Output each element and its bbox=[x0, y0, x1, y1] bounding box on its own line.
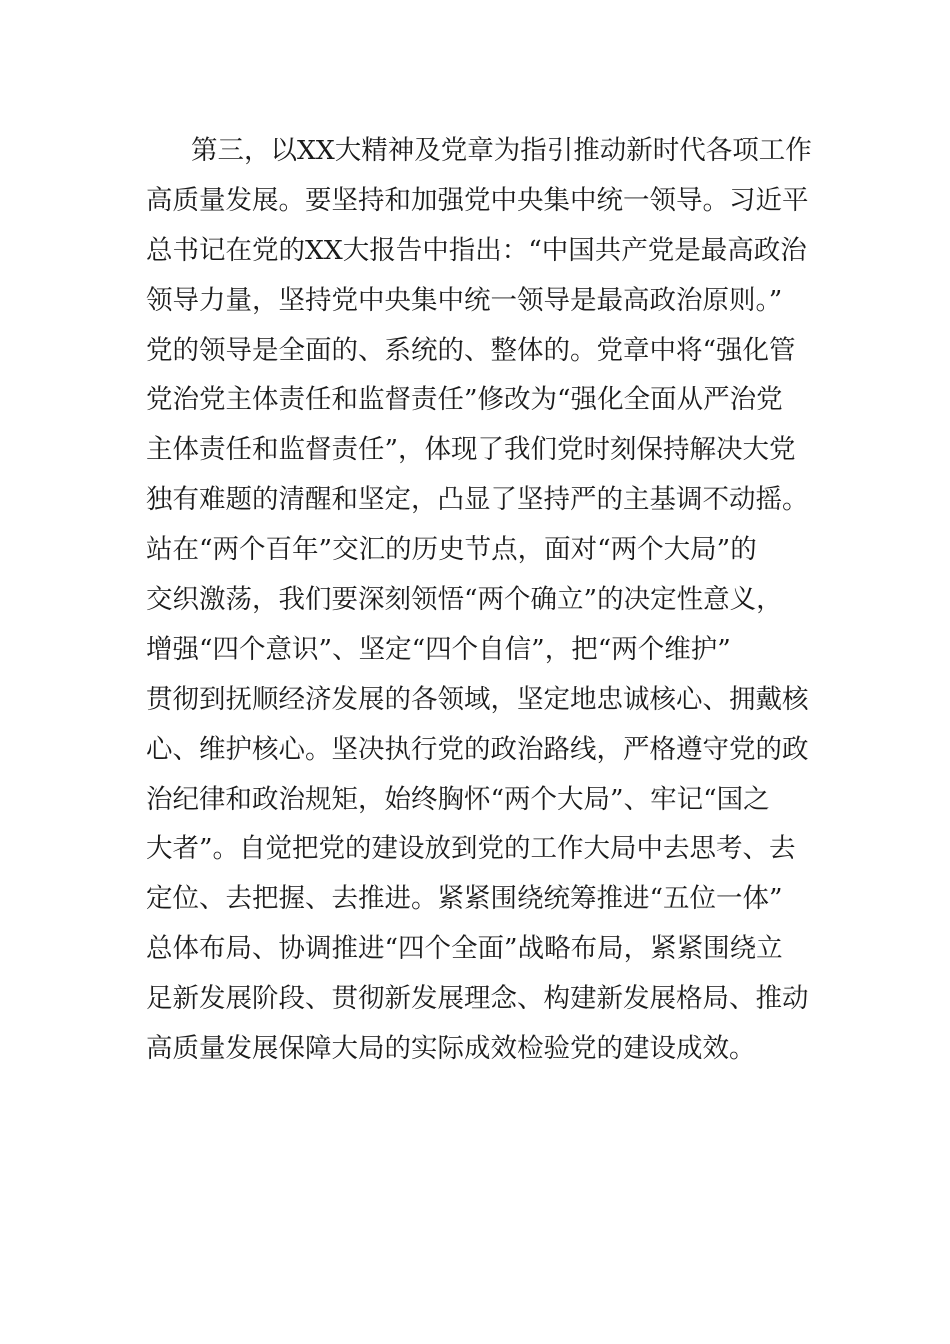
paragraph-line: 主体责任和监督责任”，体现了我们党时刻保持解决大党 bbox=[146, 434, 796, 466]
paragraph-line: 心、维护核心。坚决执行党的政治路线，严格遵守党的政 bbox=[146, 733, 809, 765]
body-paragraph bbox=[146, 126, 811, 1074]
paragraph-line: 领导力量，坚持党中央集中统一领导是最高政治原则。” bbox=[146, 284, 783, 316]
paragraph-line: 党治党主体责任和监督责任”修改为“强化全面从严治党 bbox=[146, 384, 783, 416]
paragraph-line: 大者”。自觉把党的建设放到党的工作大局中去思考、去 bbox=[146, 833, 796, 865]
paragraph-line: 总体布局、协调推进“四个全面”战略布局，紧紧围绕立 bbox=[146, 933, 783, 965]
paragraph-line: 高质量发展保障大局的实际成效检验党的建设成效。 bbox=[146, 1033, 756, 1065]
paragraph-line: 第三，以XX大精神及党章为指引推动新时代各项工作 bbox=[191, 135, 812, 166]
paragraph-line: 党的领导是全面的、系统的、整体的。党章中将“强化管 bbox=[146, 334, 796, 366]
paragraph-line: 站在“两个百年”交汇的历史节点，面对“两个大局”的 bbox=[146, 534, 757, 566]
paragraph-line: 增强“四个意识”、坚定“四个自信”，把“两个维护” bbox=[146, 633, 731, 665]
paragraph-line: 总书记在党的XX大报告中指出：“中国共产党是最高政治 bbox=[146, 234, 807, 266]
paragraph-line: 足新发展阶段、贯彻新发展理念、构建新发展格局、推动 bbox=[146, 983, 809, 1015]
paragraph-line: 定位、去把握、去推进。紧紧围绕统筹推进“五位一体” bbox=[146, 883, 783, 915]
paragraph-line: 独有难题的清醒和坚定，凸显了坚持严的主基调不动摇。 bbox=[146, 484, 809, 516]
paragraph-line: 治纪律和政治规矩，始终胸怀“两个大局”、牢记“国之 bbox=[146, 783, 770, 815]
paragraph-line: 高质量发展。要坚持和加强党中央集中统一领导。习近平 bbox=[146, 184, 809, 216]
paragraph-line: 交织激荡，我们要深刻领悟“两个确立”的决定性意义， bbox=[146, 584, 783, 616]
paragraph-line: 贯彻到抚顺经济发展的各领域，坚定地忠诚核心、拥戴核 bbox=[146, 683, 809, 715]
